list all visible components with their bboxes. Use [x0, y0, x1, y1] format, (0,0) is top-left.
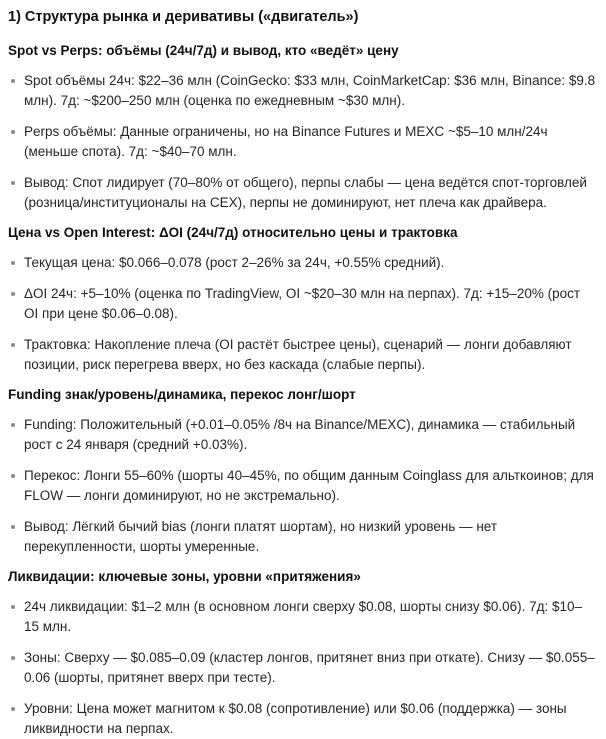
- list-item: Зоны: Сверху — $0.085–0.09 (кластер лонгов, притянет вниз при откате). Снизу — $0.055–0.06 (шорты, притянет вверх при тесте).: [8, 648, 596, 688]
- section-funding: [8, 386, 596, 557]
- list-item: Трактовка: Накопление плеча (OI растёт быстрее цены), сценарий — лонги добавляют позиции, риск перегрева вверх, но без каскада (слабые перпы).: [8, 335, 596, 375]
- section-heading: Цена vs Open Interest: ΔOI (24ч/7д) относительно цены и трактовка: [8, 225, 458, 240]
- list-item: Текущая цена: $0.066–0.078 (рост 2–26% за 24ч, +0.55% средний).: [8, 253, 596, 273]
- bullet-list: [8, 597, 596, 739]
- bullet-list: [8, 253, 596, 375]
- section-price-vs-oi: [8, 224, 596, 375]
- list-item: Spot объёмы 24ч: $22–36 млн (CoinGecko: $33 млн, CoinMarketCap: $36 млн, Binance: $9.8 млн). 7д: ~$200–250 млн (оценка по ежедневным ~$30 млн).: [8, 71, 596, 111]
- list-item: Вывод: Лёгкий бычий bias (лонги платят шортам), но низкий уровень — нет перекупленности, шорты умеренные.: [8, 517, 596, 557]
- list-item: Вывод: Спот лидирует (70–80% от общего), перпы слабы — цена ведётся спот-торговлей (розница/институционалы на CEX), перпы не доминируют, нет плеча как драйвера.: [8, 173, 596, 213]
- section-spot-vs-perps: [8, 42, 596, 213]
- bullet-list: [8, 71, 596, 213]
- section-heading: Ликвидации: ключевые зоны, уровни «притяжения»: [8, 569, 361, 584]
- list-item: Уровни: Цена может магнитом к $0.08 (сопротивление) или $0.06 (поддержка) — зоны ликвидности на перпах.: [8, 699, 596, 739]
- page-title: 1) Структура рынка и деривативы («двигатель»): [8, 9, 359, 25]
- list-item: Perps объёмы: Данные ограничены, но на Binance Futures и MEXC ~$5–10 млн/24ч (меньше спота). 7д: ~$40–70 млн.: [8, 122, 596, 162]
- list-item: Перекос: Лонги 55–60% (шорты 40–45%, по общим данным Coinglass для альткоинов; для FLOW — лонги доминируют, но не экстремально).: [8, 466, 596, 506]
- list-item: ΔOI 24ч: +5–10% (оценка по TradingView, OI ~$20–30 млн на перпах). 7д: +15–20% (рост OI при цене $0.06–0.08).: [8, 284, 596, 324]
- bullet-list: [8, 415, 596, 557]
- section-liquidations: [8, 568, 596, 739]
- list-item: Funding: Положительный (+0.01–0.05% /8ч на Binance/MEXC), динамика — стабильный рост с 24 января (средний +0.03%).: [8, 415, 596, 455]
- section-heading: Spot vs Perps: объёмы (24ч/7д) и вывод, кто «ведёт» цену: [8, 43, 399, 58]
- section-heading: Funding знак/уровень/динамика, перекос лонг/шорт: [8, 387, 356, 402]
- list-item: 24ч ликвидации: $1–2 млн (в основном лонги сверху $0.08, шорты снизу $0.06). 7д: $10–15 млн.: [8, 597, 596, 637]
